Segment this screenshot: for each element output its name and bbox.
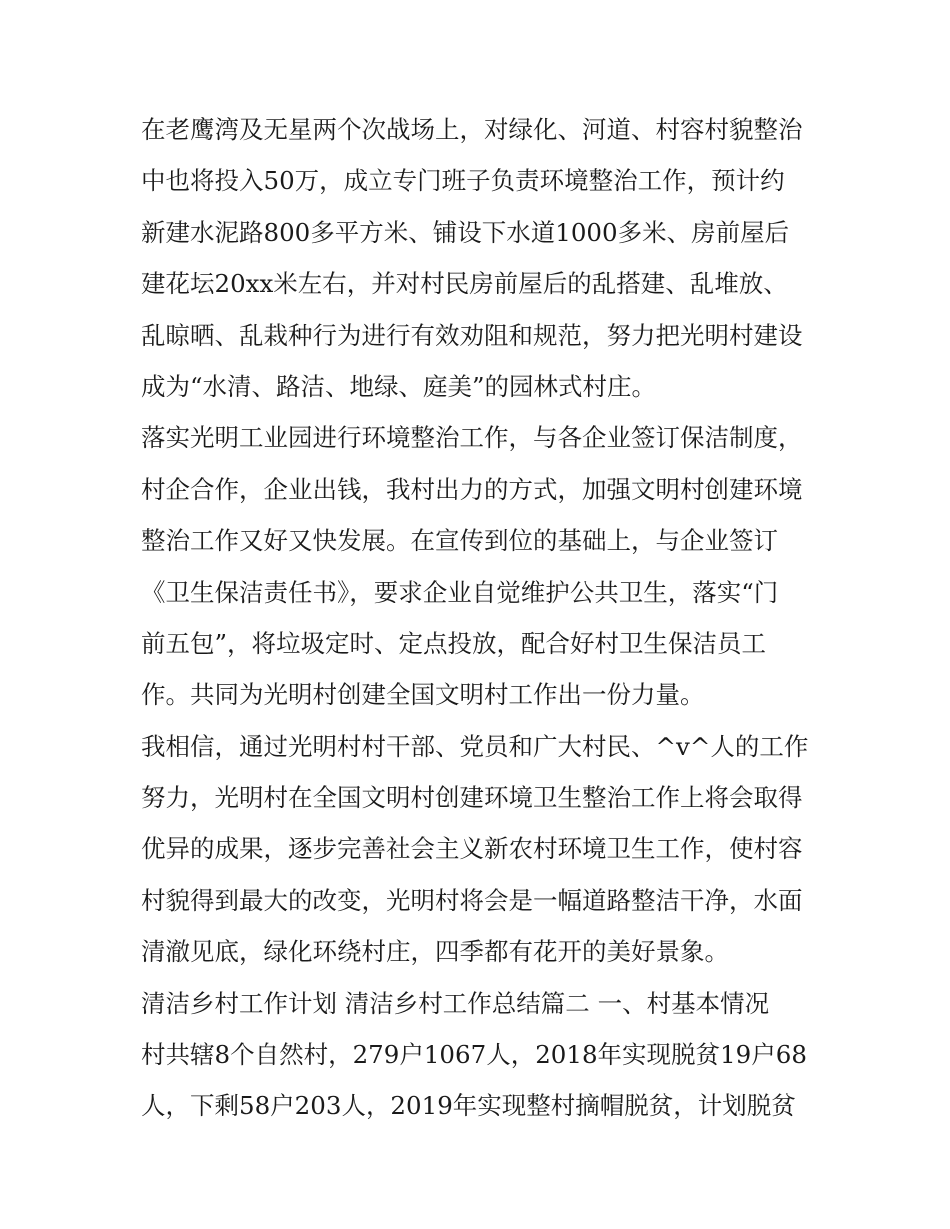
text-line: 前五包”，将垃圾定时、定点投放，配合好村卫生保洁员工 [141, 628, 767, 658]
text-line: 村貌得到最大的改变，光明村将会是一幅道路整洁干净，水面 [141, 885, 803, 915]
text-line: 乱晾晒、乱栽种行为进行有效劝阻和规范，努力把光明村建设 [141, 320, 803, 350]
text-line: 新建水泥路800多平方米、铺设下水道1000多米、房前屋后 [141, 217, 790, 247]
text-line: 我相信，通过光明村村干部、党员和广大村民、^v^人的工作 [141, 731, 809, 761]
text-line: 村企合作，企业出钱，我村出力的方式，加强文明村创建环境 [141, 474, 803, 504]
text-line: 人，下剩58户203人，2019年实现整村摘帽脱贫，计划脱贫 [141, 1091, 796, 1121]
text-line: 建花坛20xx米左右，并对村民房前屋后的乱搭建、乱堆放、 [141, 269, 788, 299]
text-line: 在老鹰湾及无星两个次战场上，对绿化、河道、村容村貌整治 [141, 115, 803, 144]
text-line: 《卫生保洁责任书》，要求企业自觉维护公共卫生，落实“门 [141, 577, 779, 607]
document-body [141, 104, 821, 1132]
text-line: 作。共同为光明村创建全国文明村工作出一份力量。 [141, 680, 705, 710]
text-line: 整治工作又好又快发展。在宣传到位的基础上，与企业签订 [141, 526, 778, 556]
text-line: 优异的成果，逐步完善社会主义新农村环境卫生工作，使村容 [141, 834, 803, 864]
text-line: 努力，光明村在全国文明村创建环境卫生整治工作上将会取得 [141, 783, 803, 813]
text-line: 成为“水清、路洁、地绿、庭美”的园林式村庄。 [141, 371, 657, 401]
text-line: 落实光明工业园进行环境整治工作，与各企业签订保洁制度， [141, 423, 803, 453]
text-line: 清洁乡村工作计划 清洁乡村工作总结篇二 一、村基本情况 [141, 988, 770, 1018]
text-line: 清澈见底，绿化环绕村庄，四季都有花开的美好景象。 [141, 937, 729, 967]
text-line: 村共辖8个自然村，279户1067人，2018年实现脱贫19户68 [141, 1040, 807, 1070]
text-line: 中也将投入50万，成立专门班子负责环境整治工作，预计约 [141, 166, 785, 196]
